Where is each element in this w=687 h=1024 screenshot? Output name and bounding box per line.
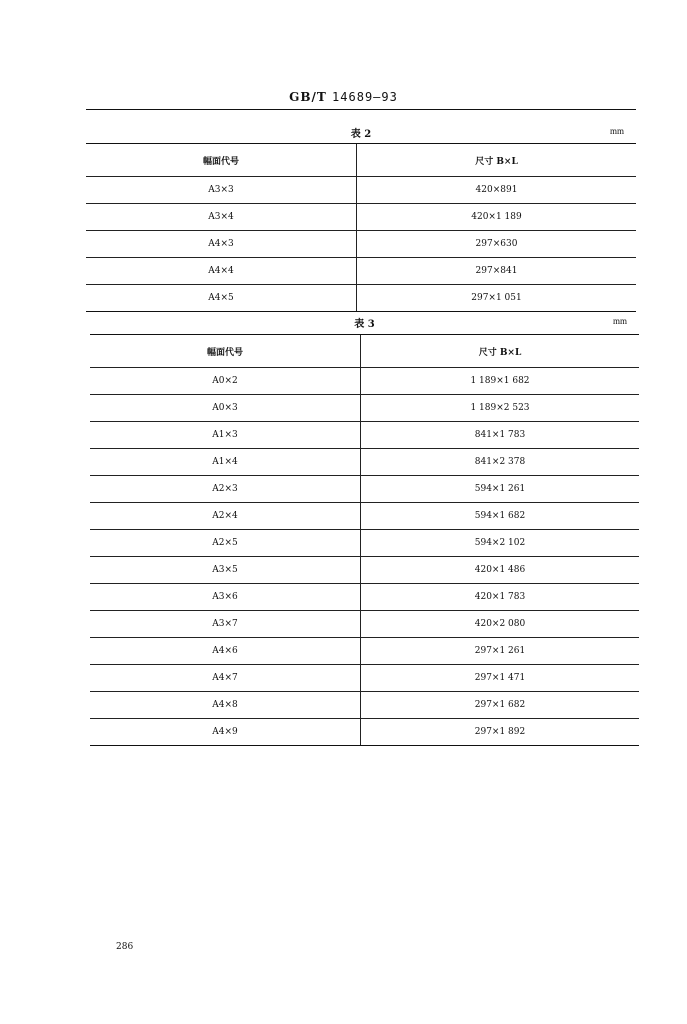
standard-number: 14689—93	[332, 90, 398, 104]
page-number: 286	[116, 942, 134, 952]
cell-size: 841×2 378	[474, 457, 526, 467]
cell-code: A2×3	[90, 476, 361, 502]
header-rule	[86, 109, 636, 110]
cell-code: A1×3	[90, 422, 361, 448]
standard-header	[0, 90, 687, 104]
table-row	[90, 502, 639, 529]
cell-size: 1 189×2 523	[470, 403, 530, 413]
table-row	[86, 203, 636, 230]
table-row	[86, 230, 636, 257]
table-row	[90, 448, 639, 475]
cell-code: A3×4	[86, 204, 357, 230]
cell-size: 594×2 102	[474, 538, 526, 548]
cell-code: A4×6	[90, 638, 361, 664]
cell-code: A3×5	[90, 557, 361, 583]
table-3-col-size: 尺寸 B×L	[478, 347, 522, 358]
cell-code: A1×4	[90, 449, 361, 475]
table-3-title: 表 3	[354, 319, 375, 330]
table-row	[90, 610, 639, 637]
cell-size: 420×2 080	[474, 619, 526, 629]
table-2-grid	[86, 143, 636, 312]
cell-size: 297×1 682	[474, 700, 526, 710]
cell-size: 594×1 261	[474, 484, 526, 494]
cell-code: A4×4	[86, 258, 357, 284]
standard-prefix: GB/T	[289, 90, 327, 104]
table-3-col-code: 幅面代号	[90, 335, 361, 367]
cell-size: 1 189×1 682	[470, 376, 530, 386]
table-row	[90, 529, 639, 556]
cell-size: 420×1 486	[474, 565, 526, 575]
cell-size: 594×1 682	[474, 511, 526, 521]
table-row	[90, 394, 639, 421]
table-row	[90, 475, 639, 502]
cell-code: A3×7	[90, 611, 361, 637]
table-3-header-row	[90, 335, 639, 367]
cell-code: A4×5	[86, 285, 357, 311]
cell-size: 420×1 783	[474, 592, 526, 602]
cell-size: 841×1 783	[474, 430, 526, 440]
cell-code: A4×7	[90, 665, 361, 691]
cell-code: A3×6	[90, 584, 361, 610]
cell-size: 297×1 471	[474, 673, 526, 683]
table-2-unit: mm	[609, 126, 624, 136]
table-row	[90, 421, 639, 448]
table-2-col-size: 尺寸 B×L	[475, 156, 518, 167]
cell-code: A0×3	[90, 395, 361, 421]
cell-code: A2×4	[90, 503, 361, 529]
table-row	[90, 583, 639, 610]
table-3-unit: mm	[612, 316, 627, 326]
cell-code: A4×3	[86, 231, 357, 257]
table-row	[90, 664, 639, 691]
table-row	[90, 637, 639, 664]
table-row	[90, 556, 639, 583]
table-row	[90, 718, 639, 745]
cell-size: 297×630	[475, 239, 518, 249]
cell-size: 420×891	[475, 185, 518, 195]
table-2-title: 表 2	[350, 129, 372, 140]
cell-code: A4×9	[90, 719, 361, 745]
table-2-col-code: 幅面代号	[86, 144, 357, 176]
cell-code: A3×3	[86, 177, 357, 203]
table-3-grid	[90, 334, 639, 746]
cell-size: 420×1 189	[471, 212, 522, 222]
cell-size: 297×1 051	[471, 293, 522, 303]
table-row	[90, 691, 639, 718]
table-row	[90, 367, 639, 394]
table-row	[86, 284, 636, 311]
cell-code: A4×8	[90, 692, 361, 718]
cell-code: A0×2	[90, 368, 361, 394]
cell-size: 297×841	[475, 266, 518, 276]
cell-size: 297×1 892	[474, 727, 526, 737]
table-row	[86, 176, 636, 203]
table-row	[86, 257, 636, 284]
table-2-header-row	[86, 144, 636, 176]
cell-size: 297×1 261	[474, 646, 526, 656]
cell-code: A2×5	[90, 530, 361, 556]
